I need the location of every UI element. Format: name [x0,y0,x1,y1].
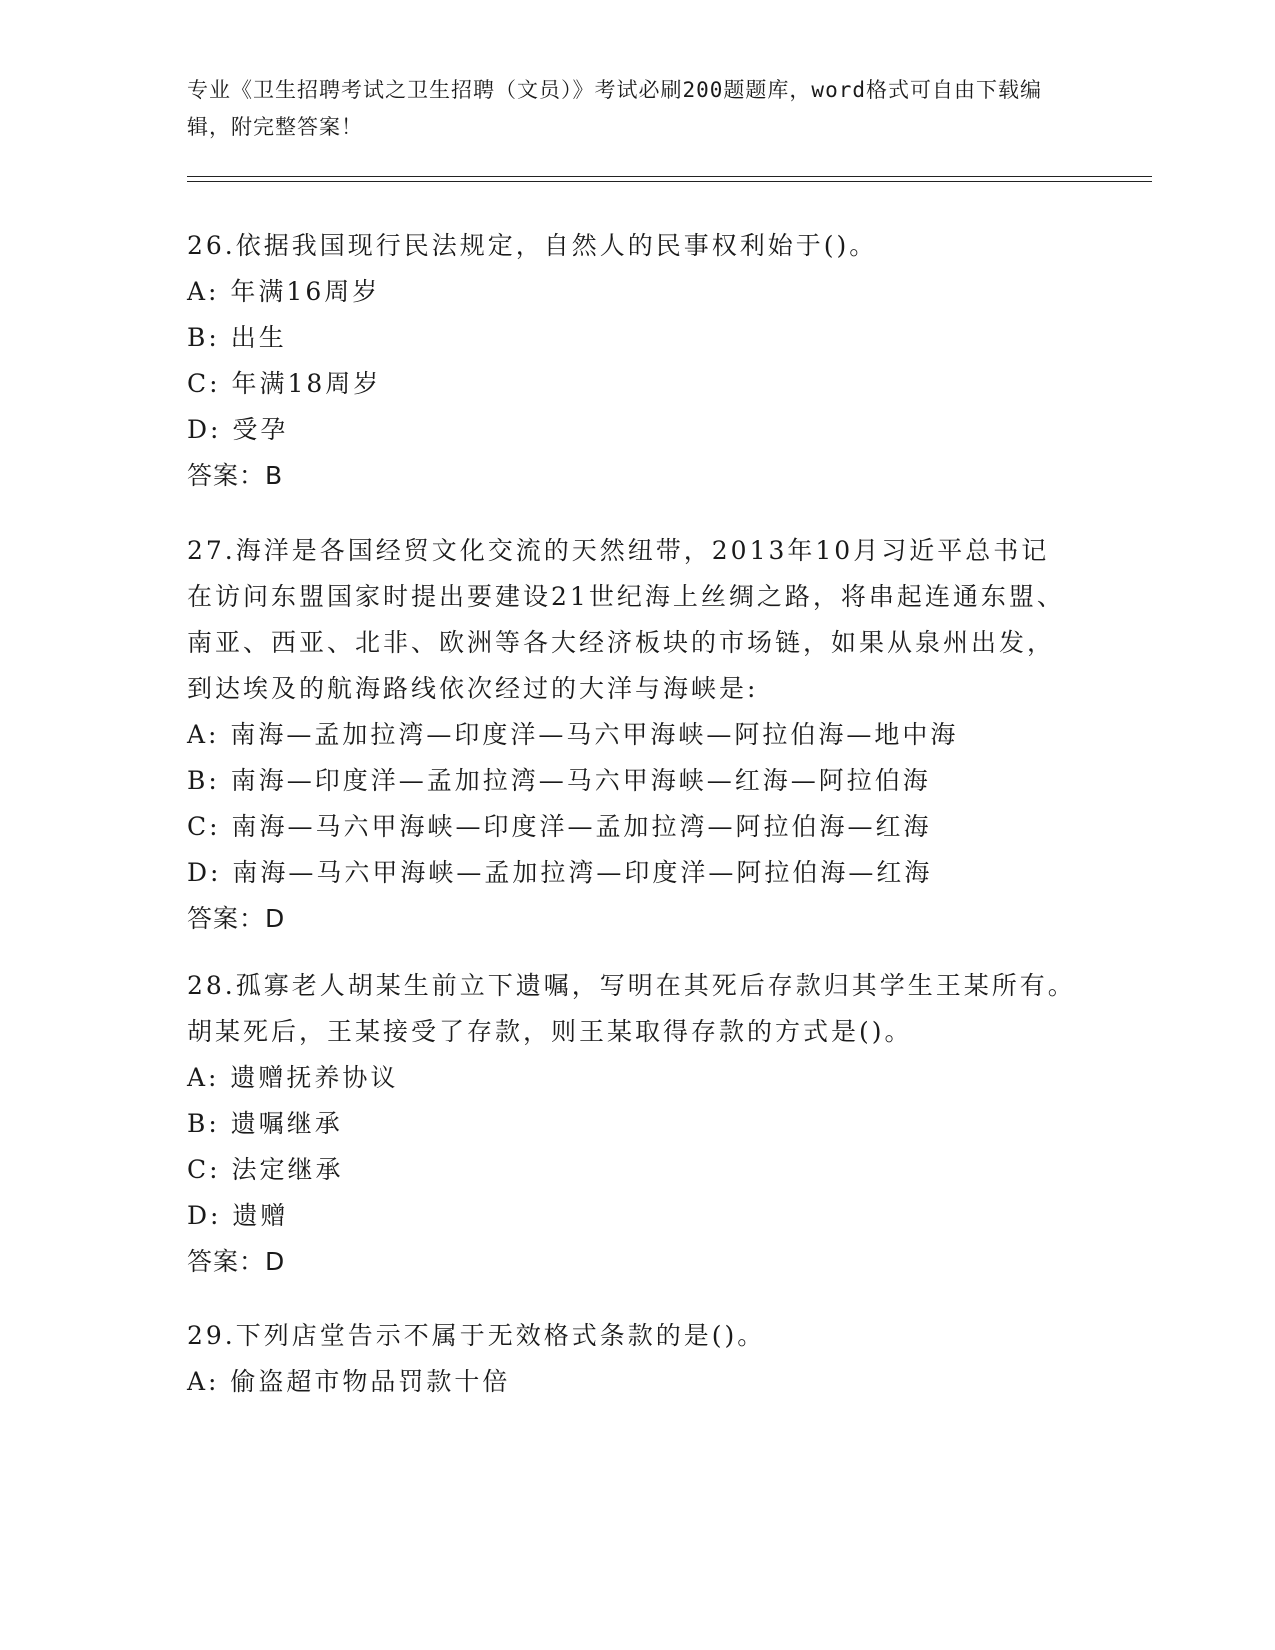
answer: 答案：D [187,904,286,933]
answer: 答案：D [187,1247,286,1276]
question-26 [187,223,1077,499]
question-stem: 29.下列店堂告示不属于无效格式条款的是()。 [187,1321,766,1350]
option-d: D: 南海—马六甲海峡—孟加拉湾—印度洋—阿拉伯海—红海 [187,858,933,887]
option-b: B: 南海—印度洋—孟加拉湾—马六甲海峡—红海—阿拉伯海 [187,766,931,795]
question-28 [187,963,1077,1285]
option-a: A: 偷盗超市物品罚款十倍 [187,1367,511,1396]
option-a: A: 年满16周岁 [187,277,381,306]
option-d: D: 受孕 [187,415,289,444]
question-27 [187,528,1077,942]
question-stem: 27.海洋是各国经贸文化交流的天然纽带，2013年10月习近平总书记在访问东盟国家时提出要建设21世纪海上丝绸之路，将串起连通东盟、南亚、西亚、北非、欧洲等各大经济板块的市场链，如果从泉州出发，到达埃及的航海路线依次经过的大洋与海峡是: [187,536,1065,703]
document-header: 专业《卫生招聘考试之卫生招聘（文员）》考试必刷200题题库，word格式可自由下载编辑，附完整答案！ [187,78,1042,139]
option-c: C: 法定继承 [187,1155,344,1184]
question-29 [187,1313,1077,1405]
option-b: B: 出生 [187,323,287,352]
option-c: C: 南海—马六甲海峡—印度洋—孟加拉湾—阿拉伯海—红海 [187,812,932,841]
header-divider-top [187,176,1152,177]
option-c: C: 年满18周岁 [187,369,382,398]
header-divider-bottom [187,181,1152,182]
question-stem: 28.孤寡老人胡某生前立下遗嘱，写明在其死后存款归其学生王某所有。胡某死后，王某接受了存款，则王某取得存款的方式是()。 [187,971,1076,1046]
question-stem: 26.依据我国现行民法规定，自然人的民事权利始于()。 [187,231,878,260]
option-a: A: 南海—孟加拉湾—印度洋—马六甲海峡—阿拉伯海—地中海 [187,720,959,749]
option-d: D: 遗赠 [187,1201,289,1230]
answer: 答案：B [187,461,284,490]
option-b: B: 遗嘱继承 [187,1109,343,1138]
option-a: A: 遗赠抚养协议 [187,1063,399,1092]
